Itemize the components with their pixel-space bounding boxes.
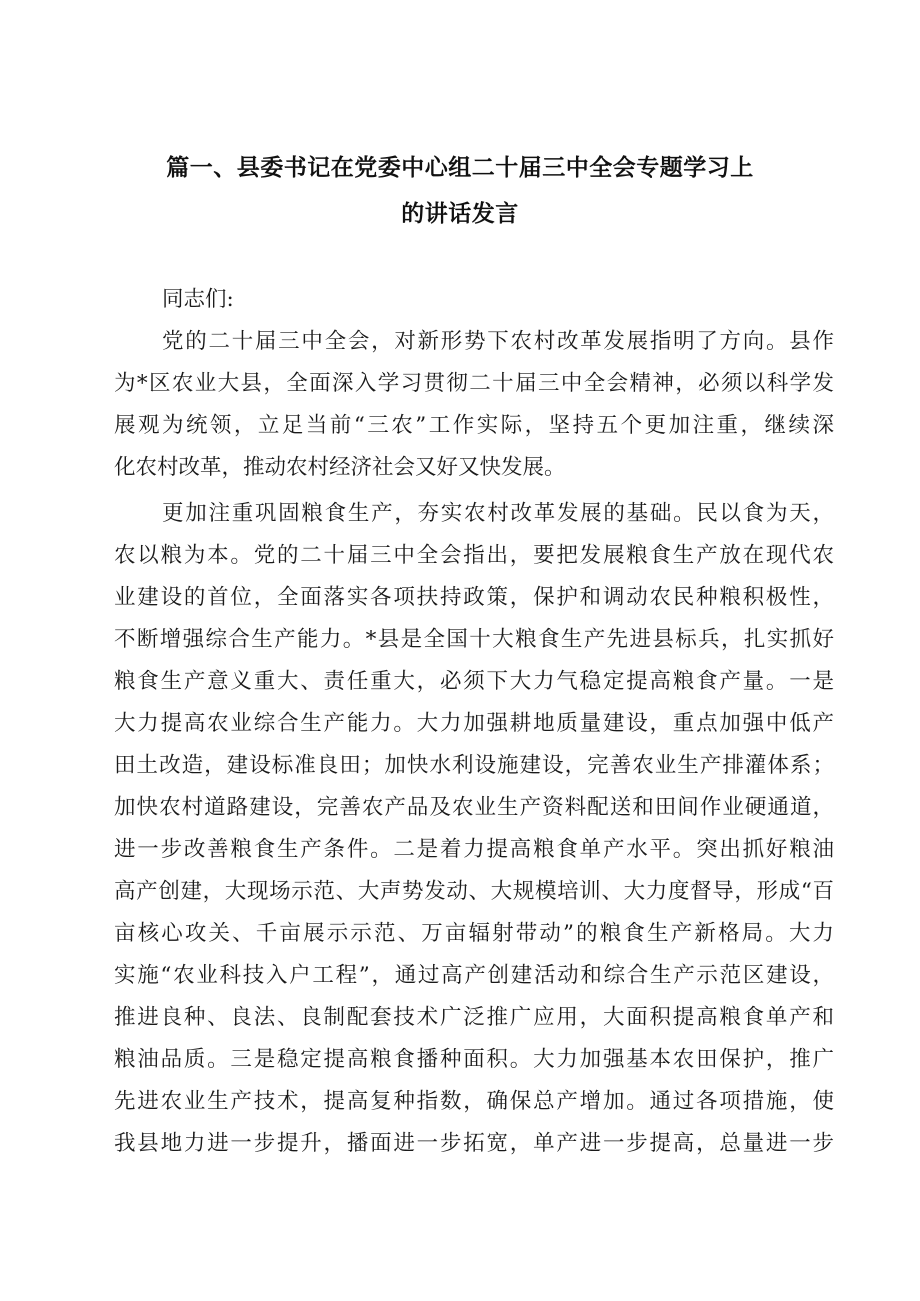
- paragraph-line: 不断增强综合生产能力。*县是全国十大粮食生产先进县标兵，扎实抓好: [114, 627, 834, 652]
- paragraph-line: 为*区农业大县，全面深入学习贯彻二十届三中全会精神，必须以科学发: [114, 371, 834, 396]
- paragraph-line: 亩核心攻关、千亩展示示范、万亩辐射带动”的粮食生产新格局。大力: [114, 921, 834, 946]
- body-paragraph-intro: [114, 321, 834, 489]
- paragraph-line: 大力提高农业综合生产能力。大力加强耕地质量建设，重点加强中低产: [114, 711, 834, 736]
- greeting-text: 同志们:: [162, 287, 234, 312]
- paragraph-line: 业建设的首位，全面落实各项扶持政策，保护和调动农民种粮积极性，: [114, 585, 834, 610]
- paragraph-line: 加快农村道路建设，完善农产品及农业生产资料配送和田间作业硬通道，: [114, 795, 834, 820]
- paragraph-line: 粮油品质。三是稳定提高粮食播种面积。大力加强基本农田保护，推广: [114, 1047, 834, 1072]
- paragraph-line: 实施“农业科技入户工程”，通过高产创建活动和综合生产示范区建设，: [114, 963, 834, 988]
- paragraph-line: 我县地力进一步提升，播面进一步拓宽，单产进一步提高，总量进一步: [114, 1131, 834, 1156]
- paragraph-line: 进一步改善粮食生产条件。二是着力提高粮食单产水平。突出抓好粮油: [114, 837, 834, 862]
- paragraph-line: 党的二十届三中全会，对新形势下农村改革发展指明了方向。县作: [162, 329, 834, 354]
- body-paragraph-grain: [114, 493, 834, 1165]
- paragraph-line: 农以粮为本。党的二十届三中全会指出，要把发展粮食生产放在现代农: [114, 543, 834, 568]
- paragraph-line: 先进农业生产技术，提高复种指数，确保总产增加。通过各项措施，使: [114, 1089, 834, 1114]
- paragraph-line: 推进良种、良法、良制配套技术广泛推广应用，大面积提高粮食单产和: [114, 1005, 834, 1030]
- paragraph-line: 更加注重巩固粮食生产，夯实农村改革发展的基础。民以食为天，: [162, 501, 834, 526]
- document-title-line-1: 篇一、县委书记在党委中心组二十届三中全会专题学习上: [166, 155, 754, 181]
- paragraph-line: 高产创建，大现场示范、大声势发动、大规模培训、大力度督导，形成“百: [114, 879, 834, 904]
- paragraph-line: 田土改造，建设标准良田；加快水利设施建设，完善农业生产排灌体系；: [114, 753, 834, 778]
- paragraph-line: 展观为统领，立足当前“三农”工作实际，坚持五个更加注重，继续深: [114, 413, 834, 438]
- document-title-line-2: 的讲话发言: [401, 201, 519, 227]
- paragraph-line: 粮食生产意义重大、责任重大，必须下大力气稳定提高粮食产量。一是: [114, 669, 834, 694]
- greeting-paragraph: [114, 279, 834, 321]
- paragraph-line: 化农村改革，推动农村经济社会又好又快发展。: [114, 455, 566, 480]
